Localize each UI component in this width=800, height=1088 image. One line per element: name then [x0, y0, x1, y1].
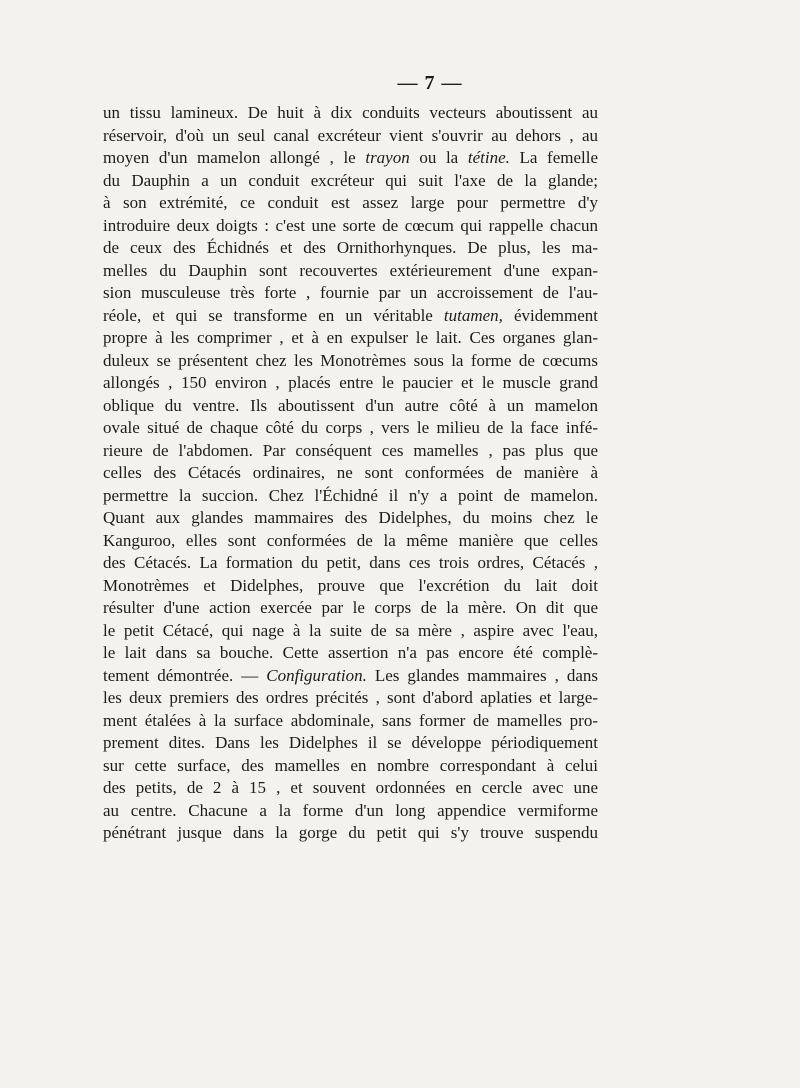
text-line-13: allongés , 150 environ , placés entre le paucier et le muscle grand: [103, 373, 598, 392]
text-line-7: de ceux des Échidnés et des Ornithorhynques. De plus, les ma-: [103, 238, 598, 257]
text-line-2: réservoir, d'où un seul canal excréteur vient s'ouvrir au dehors , au: [103, 125, 598, 145]
text-line-8: melles du Dauphin sont recouvertes extérieurement d'une expan-: [103, 260, 598, 280]
text-line-5: à son extrémité, ce conduit est assez large pour permettre d'y: [103, 193, 598, 212]
page-number: — 7 —: [397, 72, 463, 94]
text-line-14: oblique du ventre. Ils aboutissent d'un autre côté à un mamelon: [103, 395, 598, 415]
text-line-30: sur cette surface, des mamelles en nombre correspondant à celui: [103, 755, 598, 775]
text-line-19: Quant aux glandes mammaires des Didelphes, du moins chez le: [103, 508, 598, 527]
text-line-3: moyen d'un mamelon allongé , le trayon ou la tétine. La femelle: [103, 148, 598, 167]
text-line-32: au centre. Chacune a la forme d'un long appendice vermiforme: [103, 800, 598, 820]
text-line-12: duleux se présentent chez les Monotrèmes sous la forme de cœcums: [103, 350, 598, 370]
text-line-24: le petit Cétacé, qui nage à la suite de sa mère , aspire avec l'eau,: [103, 620, 598, 640]
text-line-18: permettre la succion. Chez l'Échidné il n'y a point de mamelon.: [103, 485, 598, 505]
text-line-4: du Dauphin a un conduit excréteur qui suit l'axe de la glande;: [103, 170, 598, 190]
body-text: [103, 102, 598, 845]
text-line-20: Kanguroo, elles sont conformées de la même manière que celles: [103, 530, 598, 550]
text-line-6: introduire deux doigts : c'est une sorte de cœcum qui rappelle chacun: [103, 215, 598, 235]
text-line-15: ovale situé de chaque côté du corps , vers le milieu de la face infé-: [103, 418, 598, 437]
text-line-29: prement dites. Dans les Didelphes il se développe périodiquement: [103, 733, 598, 752]
text-line-31: des petits, de 2 à 15 , et souvent ordonnées en cercle avec une: [103, 778, 598, 797]
text-line-21: des Cétacés. La formation du petit, dans ces trois ordres, Cétacés ,: [103, 553, 598, 572]
text-line-23: résulter d'une action exercée par le corps de la mère. On dit que: [103, 598, 598, 617]
text-line-11: propre à les comprimer , et à en expulser le lait. Ces organes glan-: [103, 328, 598, 347]
text-line-1: un tissu lamineux. De huit à dix conduits vecteurs aboutissent au: [103, 103, 598, 122]
text-line-26: tement démontrée. — Configuration. Les glandes mammaires , dans: [103, 665, 598, 685]
text-line-27: les deux premiers des ordres précités , sont d'abord aplaties et large-: [103, 688, 598, 707]
text-line-9: sion musculeuse très forte , fournie par un accroissement de l'au-: [103, 283, 598, 302]
text-line-33: pénétrant jusque dans la gorge du petit qui s'y trouve suspendu: [103, 823, 598, 842]
text-line-10: réole, et qui se transforme en un véritable tutamen, évidemment: [103, 305, 598, 325]
text-line-17: celles des Cétacés ordinaires, ne sont conformées de manière à: [103, 463, 598, 482]
text-line-22: Monotrèmes et Didelphes, prouve que l'excrétion du lait doit: [103, 575, 598, 595]
text-line-28: ment étalées à la surface abdominale, sans former de mamelles pro-: [103, 710, 598, 730]
text-line-25: le lait dans sa bouche. Cette assertion n'a pas encore été complè-: [103, 643, 598, 662]
text-line-16: rieure de l'abdomen. Par conséquent ces mamelles , pas plus que: [103, 440, 598, 460]
